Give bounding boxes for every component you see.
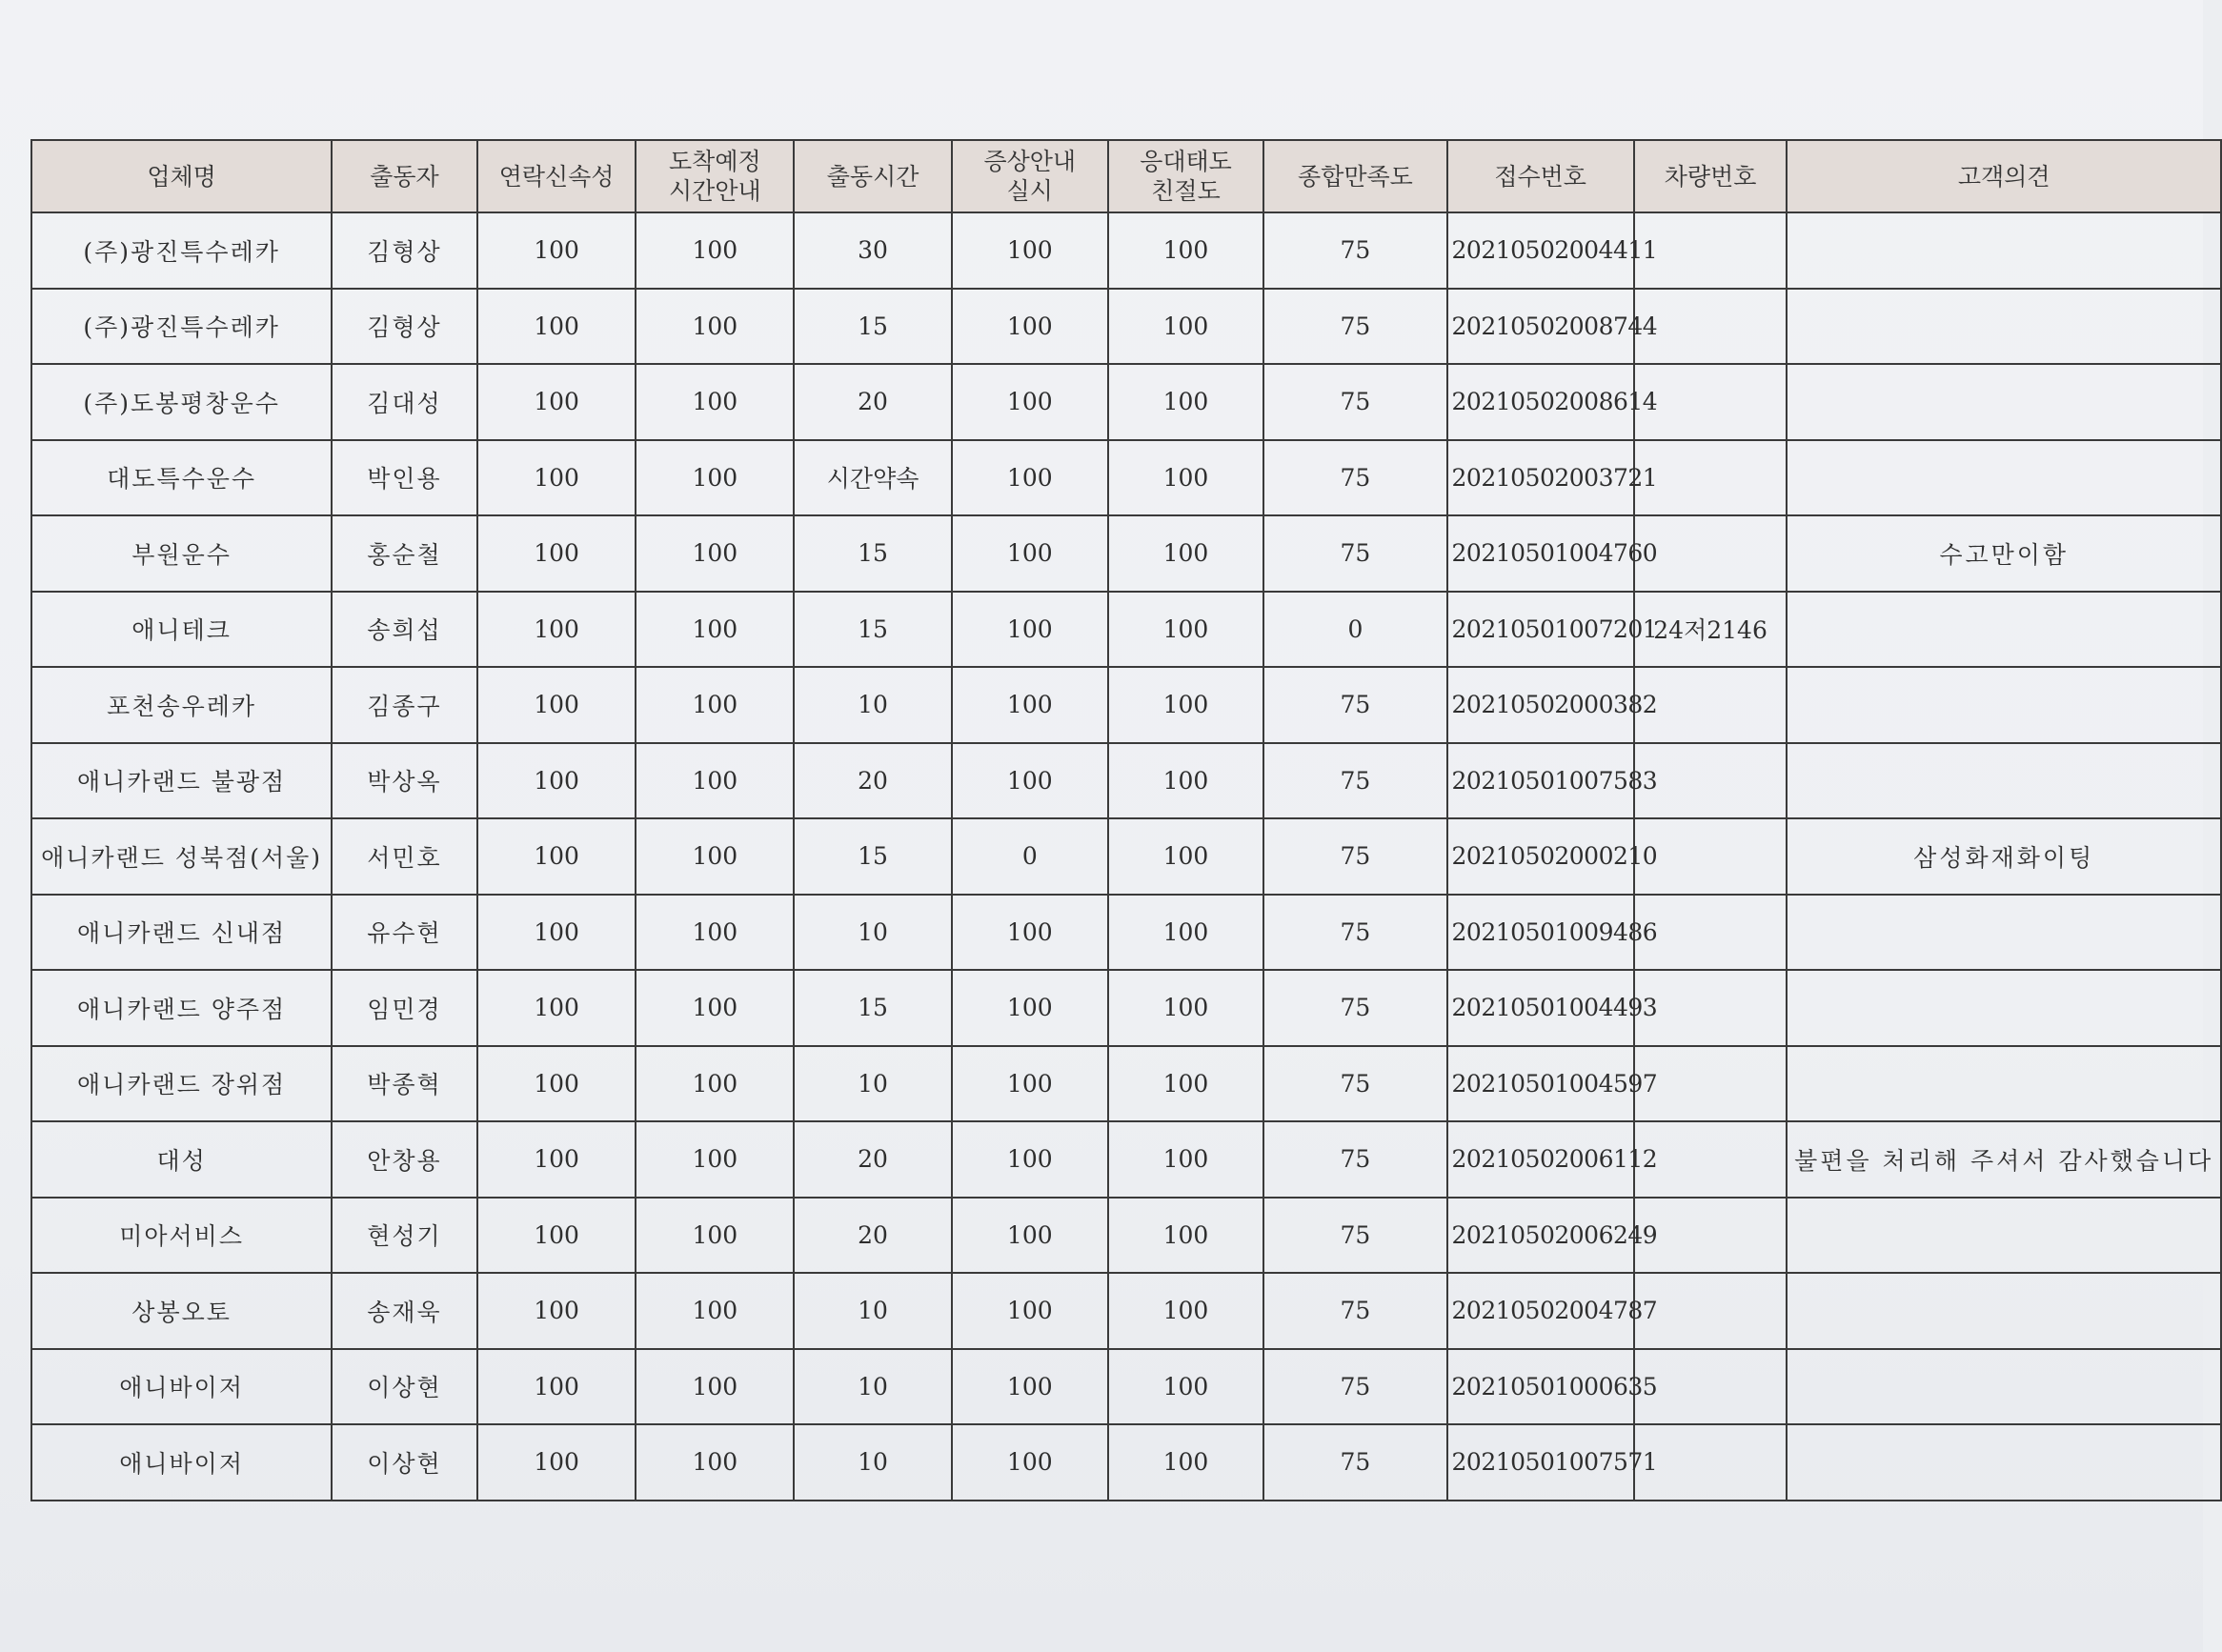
opinion-cell bbox=[1787, 970, 2221, 1046]
dispatch-time-cell: 15 bbox=[794, 592, 952, 668]
courtesy-cell: 100 bbox=[1108, 667, 1264, 743]
contact-speed-cell: 100 bbox=[477, 1121, 636, 1198]
overall-cell: 75 bbox=[1263, 1198, 1446, 1274]
courtesy-cell: 100 bbox=[1108, 440, 1264, 516]
overall-cell: 75 bbox=[1263, 515, 1446, 592]
company-cell: (주)광진특수레카 bbox=[31, 289, 332, 365]
arrival-notice-cell: 100 bbox=[636, 212, 794, 289]
column-header-dispatch-time: 출동시간 bbox=[794, 140, 952, 212]
receipt-no-cell: 20210502004411 bbox=[1447, 212, 1634, 289]
arrival-notice-cell: 100 bbox=[636, 440, 794, 516]
company-cell: 애니카랜드 성북점(서울) bbox=[31, 818, 332, 895]
symptom-guide-cell: 100 bbox=[952, 667, 1108, 743]
arrival-notice-cell: 100 bbox=[636, 743, 794, 819]
symptom-guide-cell: 100 bbox=[952, 1046, 1108, 1122]
dispatch-time-cell: 20 bbox=[794, 364, 952, 440]
table-row bbox=[31, 895, 2221, 971]
table-row bbox=[31, 289, 2221, 365]
dispatch-time-cell: 10 bbox=[794, 1424, 952, 1501]
column-header-arrival-notice: 도착예정 시간안내 bbox=[636, 140, 794, 212]
courtesy-cell: 100 bbox=[1108, 970, 1264, 1046]
overall-cell: 75 bbox=[1263, 440, 1446, 516]
contact-speed-cell: 100 bbox=[477, 592, 636, 668]
overall-cell: 75 bbox=[1263, 1273, 1446, 1349]
contact-speed-cell: 100 bbox=[477, 1349, 636, 1425]
company-cell: (주)광진특수레카 bbox=[31, 212, 332, 289]
dispatch-time-cell: 시간약속 bbox=[794, 440, 952, 516]
overall-cell: 75 bbox=[1263, 364, 1446, 440]
overall-cell: 75 bbox=[1263, 818, 1446, 895]
arrival-notice-cell: 100 bbox=[636, 1198, 794, 1274]
dispatcher-cell: 송재욱 bbox=[332, 1273, 477, 1349]
dispatch-time-cell: 10 bbox=[794, 1046, 952, 1122]
company-cell: 미아서비스 bbox=[31, 1198, 332, 1274]
receipt-no-cell: 20210501007583 bbox=[1447, 743, 1634, 819]
dispatch-time-cell: 30 bbox=[794, 212, 952, 289]
courtesy-cell: 100 bbox=[1108, 1424, 1264, 1501]
opinion-cell bbox=[1787, 1198, 2221, 1274]
courtesy-cell: 100 bbox=[1108, 1198, 1264, 1274]
dispatch-time-cell: 20 bbox=[794, 1198, 952, 1274]
arrival-notice-cell: 100 bbox=[636, 818, 794, 895]
dispatch-time-cell: 15 bbox=[794, 970, 952, 1046]
symptom-guide-cell: 100 bbox=[952, 1198, 1108, 1274]
dispatch-time-cell: 15 bbox=[794, 515, 952, 592]
survey-table bbox=[30, 139, 2222, 1501]
overall-cell: 0 bbox=[1263, 592, 1446, 668]
dispatch-time-cell: 10 bbox=[794, 1273, 952, 1349]
contact-speed-cell: 100 bbox=[477, 1273, 636, 1349]
dispatcher-cell: 현성기 bbox=[332, 1198, 477, 1274]
overall-cell: 75 bbox=[1263, 1424, 1446, 1501]
column-header-receipt-no: 접수번호 bbox=[1447, 140, 1634, 212]
dispatcher-cell: 서민호 bbox=[332, 818, 477, 895]
receipt-no-cell: 20210501007201 bbox=[1447, 592, 1634, 668]
dispatcher-cell: 안창용 bbox=[332, 1121, 477, 1198]
receipt-no-cell: 20210501004597 bbox=[1447, 1046, 1634, 1122]
overall-cell: 75 bbox=[1263, 1349, 1446, 1425]
dispatcher-cell: 박상옥 bbox=[332, 743, 477, 819]
overall-cell: 75 bbox=[1263, 212, 1446, 289]
column-header-dispatcher: 출동자 bbox=[332, 140, 477, 212]
company-cell: (주)도봉평창운수 bbox=[31, 364, 332, 440]
courtesy-cell: 100 bbox=[1108, 592, 1264, 668]
receipt-no-cell: 20210501007571 bbox=[1447, 1424, 1634, 1501]
table-row bbox=[31, 1046, 2221, 1122]
symptom-guide-cell: 100 bbox=[952, 592, 1108, 668]
table-row bbox=[31, 743, 2221, 819]
vehicle-no-cell: 24저2146 bbox=[1634, 592, 1788, 668]
receipt-no-cell: 20210502003721 bbox=[1447, 440, 1634, 516]
column-header-opinion: 고객의견 bbox=[1787, 140, 2221, 212]
opinion-cell bbox=[1787, 289, 2221, 365]
table-row bbox=[31, 440, 2221, 516]
overall-cell: 75 bbox=[1263, 743, 1446, 819]
dispatch-time-cell: 15 bbox=[794, 818, 952, 895]
contact-speed-cell: 100 bbox=[477, 364, 636, 440]
company-cell: 포천송우레카 bbox=[31, 667, 332, 743]
dispatcher-cell: 김대성 bbox=[332, 364, 477, 440]
overall-cell: 75 bbox=[1263, 667, 1446, 743]
arrival-notice-cell: 100 bbox=[636, 1121, 794, 1198]
dispatcher-cell: 임민경 bbox=[332, 970, 477, 1046]
table-row bbox=[31, 970, 2221, 1046]
contact-speed-cell: 100 bbox=[477, 667, 636, 743]
receipt-no-cell: 20210502008614 bbox=[1447, 364, 1634, 440]
symptom-guide-cell: 100 bbox=[952, 743, 1108, 819]
receipt-no-cell: 20210501004760 bbox=[1447, 515, 1634, 592]
courtesy-cell: 100 bbox=[1108, 895, 1264, 971]
arrival-notice-cell: 100 bbox=[636, 667, 794, 743]
table-row bbox=[31, 1198, 2221, 1274]
courtesy-cell: 100 bbox=[1108, 364, 1264, 440]
dispatcher-cell: 박인용 bbox=[332, 440, 477, 516]
contact-speed-cell: 100 bbox=[477, 818, 636, 895]
table-row bbox=[31, 1273, 2221, 1349]
table-body bbox=[31, 212, 2221, 1501]
company-cell: 애니바이저 bbox=[31, 1424, 332, 1501]
company-cell: 애니카랜드 장위점 bbox=[31, 1046, 332, 1122]
courtesy-cell: 100 bbox=[1108, 1349, 1264, 1425]
arrival-notice-cell: 100 bbox=[636, 289, 794, 365]
company-cell: 애니바이저 bbox=[31, 1349, 332, 1425]
courtesy-cell: 100 bbox=[1108, 212, 1264, 289]
arrival-notice-cell: 100 bbox=[636, 970, 794, 1046]
dispatch-time-cell: 15 bbox=[794, 289, 952, 365]
symptom-guide-cell: 100 bbox=[952, 1424, 1108, 1501]
opinion-cell bbox=[1787, 440, 2221, 516]
dispatch-time-cell: 10 bbox=[794, 1349, 952, 1425]
courtesy-cell: 100 bbox=[1108, 818, 1264, 895]
table-row bbox=[31, 515, 2221, 592]
company-cell: 상봉오토 bbox=[31, 1273, 332, 1349]
symptom-guide-cell: 100 bbox=[952, 1349, 1108, 1425]
courtesy-cell: 100 bbox=[1108, 1121, 1264, 1198]
arrival-notice-cell: 100 bbox=[636, 515, 794, 592]
dispatcher-cell: 김형상 bbox=[332, 289, 477, 365]
table-row bbox=[31, 667, 2221, 743]
dispatcher-cell: 이상현 bbox=[332, 1424, 477, 1501]
table-row bbox=[31, 1349, 2221, 1425]
contact-speed-cell: 100 bbox=[477, 289, 636, 365]
dispatcher-cell: 김형상 bbox=[332, 212, 477, 289]
opinion-cell bbox=[1787, 1046, 2221, 1122]
company-cell: 애니카랜드 양주점 bbox=[31, 970, 332, 1046]
table-row bbox=[31, 212, 2221, 289]
receipt-no-cell: 20210502008744 bbox=[1447, 289, 1634, 365]
arrival-notice-cell: 100 bbox=[636, 1349, 794, 1425]
company-cell: 애니테크 bbox=[31, 592, 332, 668]
dispatcher-cell: 유수현 bbox=[332, 895, 477, 971]
table-row bbox=[31, 364, 2221, 440]
symptom-guide-cell: 100 bbox=[952, 970, 1108, 1046]
arrival-notice-cell: 100 bbox=[636, 1046, 794, 1122]
contact-speed-cell: 100 bbox=[477, 212, 636, 289]
dispatcher-cell: 홍순철 bbox=[332, 515, 477, 592]
dispatcher-cell: 박종혁 bbox=[332, 1046, 477, 1122]
overall-cell: 75 bbox=[1263, 289, 1446, 365]
contact-speed-cell: 100 bbox=[477, 515, 636, 592]
arrival-notice-cell: 100 bbox=[636, 1424, 794, 1501]
contact-speed-cell: 100 bbox=[477, 895, 636, 971]
contact-speed-cell: 100 bbox=[477, 1046, 636, 1122]
opinion-cell bbox=[1787, 895, 2221, 971]
overall-cell: 75 bbox=[1263, 895, 1446, 971]
arrival-notice-cell: 100 bbox=[636, 1273, 794, 1349]
receipt-no-cell: 20210502006112 bbox=[1447, 1121, 1634, 1198]
overall-cell: 75 bbox=[1263, 1121, 1446, 1198]
arrival-notice-cell: 100 bbox=[636, 364, 794, 440]
dispatch-time-cell: 10 bbox=[794, 895, 952, 971]
dispatch-time-cell: 20 bbox=[794, 1121, 952, 1198]
contact-speed-cell: 100 bbox=[477, 1198, 636, 1274]
table-row bbox=[31, 1121, 2221, 1198]
opinion-cell bbox=[1787, 1349, 2221, 1425]
courtesy-cell: 100 bbox=[1108, 1273, 1264, 1349]
symptom-guide-cell: 100 bbox=[952, 895, 1108, 971]
opinion-cell bbox=[1787, 1273, 2221, 1349]
symptom-guide-cell: 100 bbox=[952, 1121, 1108, 1198]
company-cell: 애니카랜드 불광점 bbox=[31, 743, 332, 819]
column-header-company: 업체명 bbox=[31, 140, 332, 212]
column-header-overall: 종합만족도 bbox=[1263, 140, 1446, 212]
courtesy-cell: 100 bbox=[1108, 743, 1264, 819]
receipt-no-cell: 20210501009486 bbox=[1447, 895, 1634, 971]
column-header-courtesy: 응대태도 친절도 bbox=[1108, 140, 1264, 212]
contact-speed-cell: 100 bbox=[477, 970, 636, 1046]
courtesy-cell: 100 bbox=[1108, 1046, 1264, 1122]
column-header-contact-speed: 연락신속성 bbox=[477, 140, 636, 212]
symptom-guide-cell: 100 bbox=[952, 1273, 1108, 1349]
symptom-guide-cell: 100 bbox=[952, 212, 1108, 289]
company-cell: 부원운수 bbox=[31, 515, 332, 592]
opinion-cell: 삼성화재화이팅 bbox=[1787, 818, 2221, 895]
symptom-guide-cell: 100 bbox=[952, 364, 1108, 440]
courtesy-cell: 100 bbox=[1108, 515, 1264, 592]
opinion-cell bbox=[1787, 592, 2221, 668]
table-row bbox=[31, 1424, 2221, 1501]
company-cell: 애니카랜드 신내점 bbox=[31, 895, 332, 971]
contact-speed-cell: 100 bbox=[477, 1424, 636, 1501]
column-header-symptom-guide: 증상안내 실시 bbox=[952, 140, 1108, 212]
table-row bbox=[31, 818, 2221, 895]
opinion-cell bbox=[1787, 743, 2221, 819]
dispatcher-cell: 송희섭 bbox=[332, 592, 477, 668]
company-cell: 대성 bbox=[31, 1121, 332, 1198]
dispatch-time-cell: 20 bbox=[794, 743, 952, 819]
contact-speed-cell: 100 bbox=[477, 743, 636, 819]
column-header-vehicle-no: 차량번호 bbox=[1634, 140, 1788, 212]
symptom-guide-cell: 100 bbox=[952, 515, 1108, 592]
receipt-no-cell: 20210502000210 bbox=[1447, 818, 1634, 895]
opinion-cell bbox=[1787, 1424, 2221, 1501]
receipt-no-cell: 20210501004493 bbox=[1447, 970, 1634, 1046]
contact-speed-cell: 100 bbox=[477, 440, 636, 516]
opinion-cell: 불편을 처리해 주셔서 감사했습니다 bbox=[1787, 1121, 2221, 1198]
receipt-no-cell: 20210501000635 bbox=[1447, 1349, 1634, 1425]
table-row bbox=[31, 592, 2221, 668]
overall-cell: 75 bbox=[1263, 970, 1446, 1046]
dispatch-time-cell: 10 bbox=[794, 667, 952, 743]
symptom-guide-cell: 100 bbox=[952, 289, 1108, 365]
dispatcher-cell: 이상현 bbox=[332, 1349, 477, 1425]
overall-cell: 75 bbox=[1263, 1046, 1446, 1122]
receipt-no-cell: 20210502004787 bbox=[1447, 1273, 1634, 1349]
receipt-no-cell: 20210502000382 bbox=[1447, 667, 1634, 743]
opinion-cell: 수고만이함 bbox=[1787, 515, 2221, 592]
symptom-guide-cell: 0 bbox=[952, 818, 1108, 895]
arrival-notice-cell: 100 bbox=[636, 592, 794, 668]
receipt-no-cell: 20210502006249 bbox=[1447, 1198, 1634, 1274]
symptom-guide-cell: 100 bbox=[952, 440, 1108, 516]
company-cell: 대도특수운수 bbox=[31, 440, 332, 516]
opinion-cell bbox=[1787, 212, 2221, 289]
table-header-row bbox=[31, 140, 2221, 212]
courtesy-cell: 100 bbox=[1108, 289, 1264, 365]
arrival-notice-cell: 100 bbox=[636, 895, 794, 971]
opinion-cell bbox=[1787, 364, 2221, 440]
dispatcher-cell: 김종구 bbox=[332, 667, 477, 743]
opinion-cell bbox=[1787, 667, 2221, 743]
